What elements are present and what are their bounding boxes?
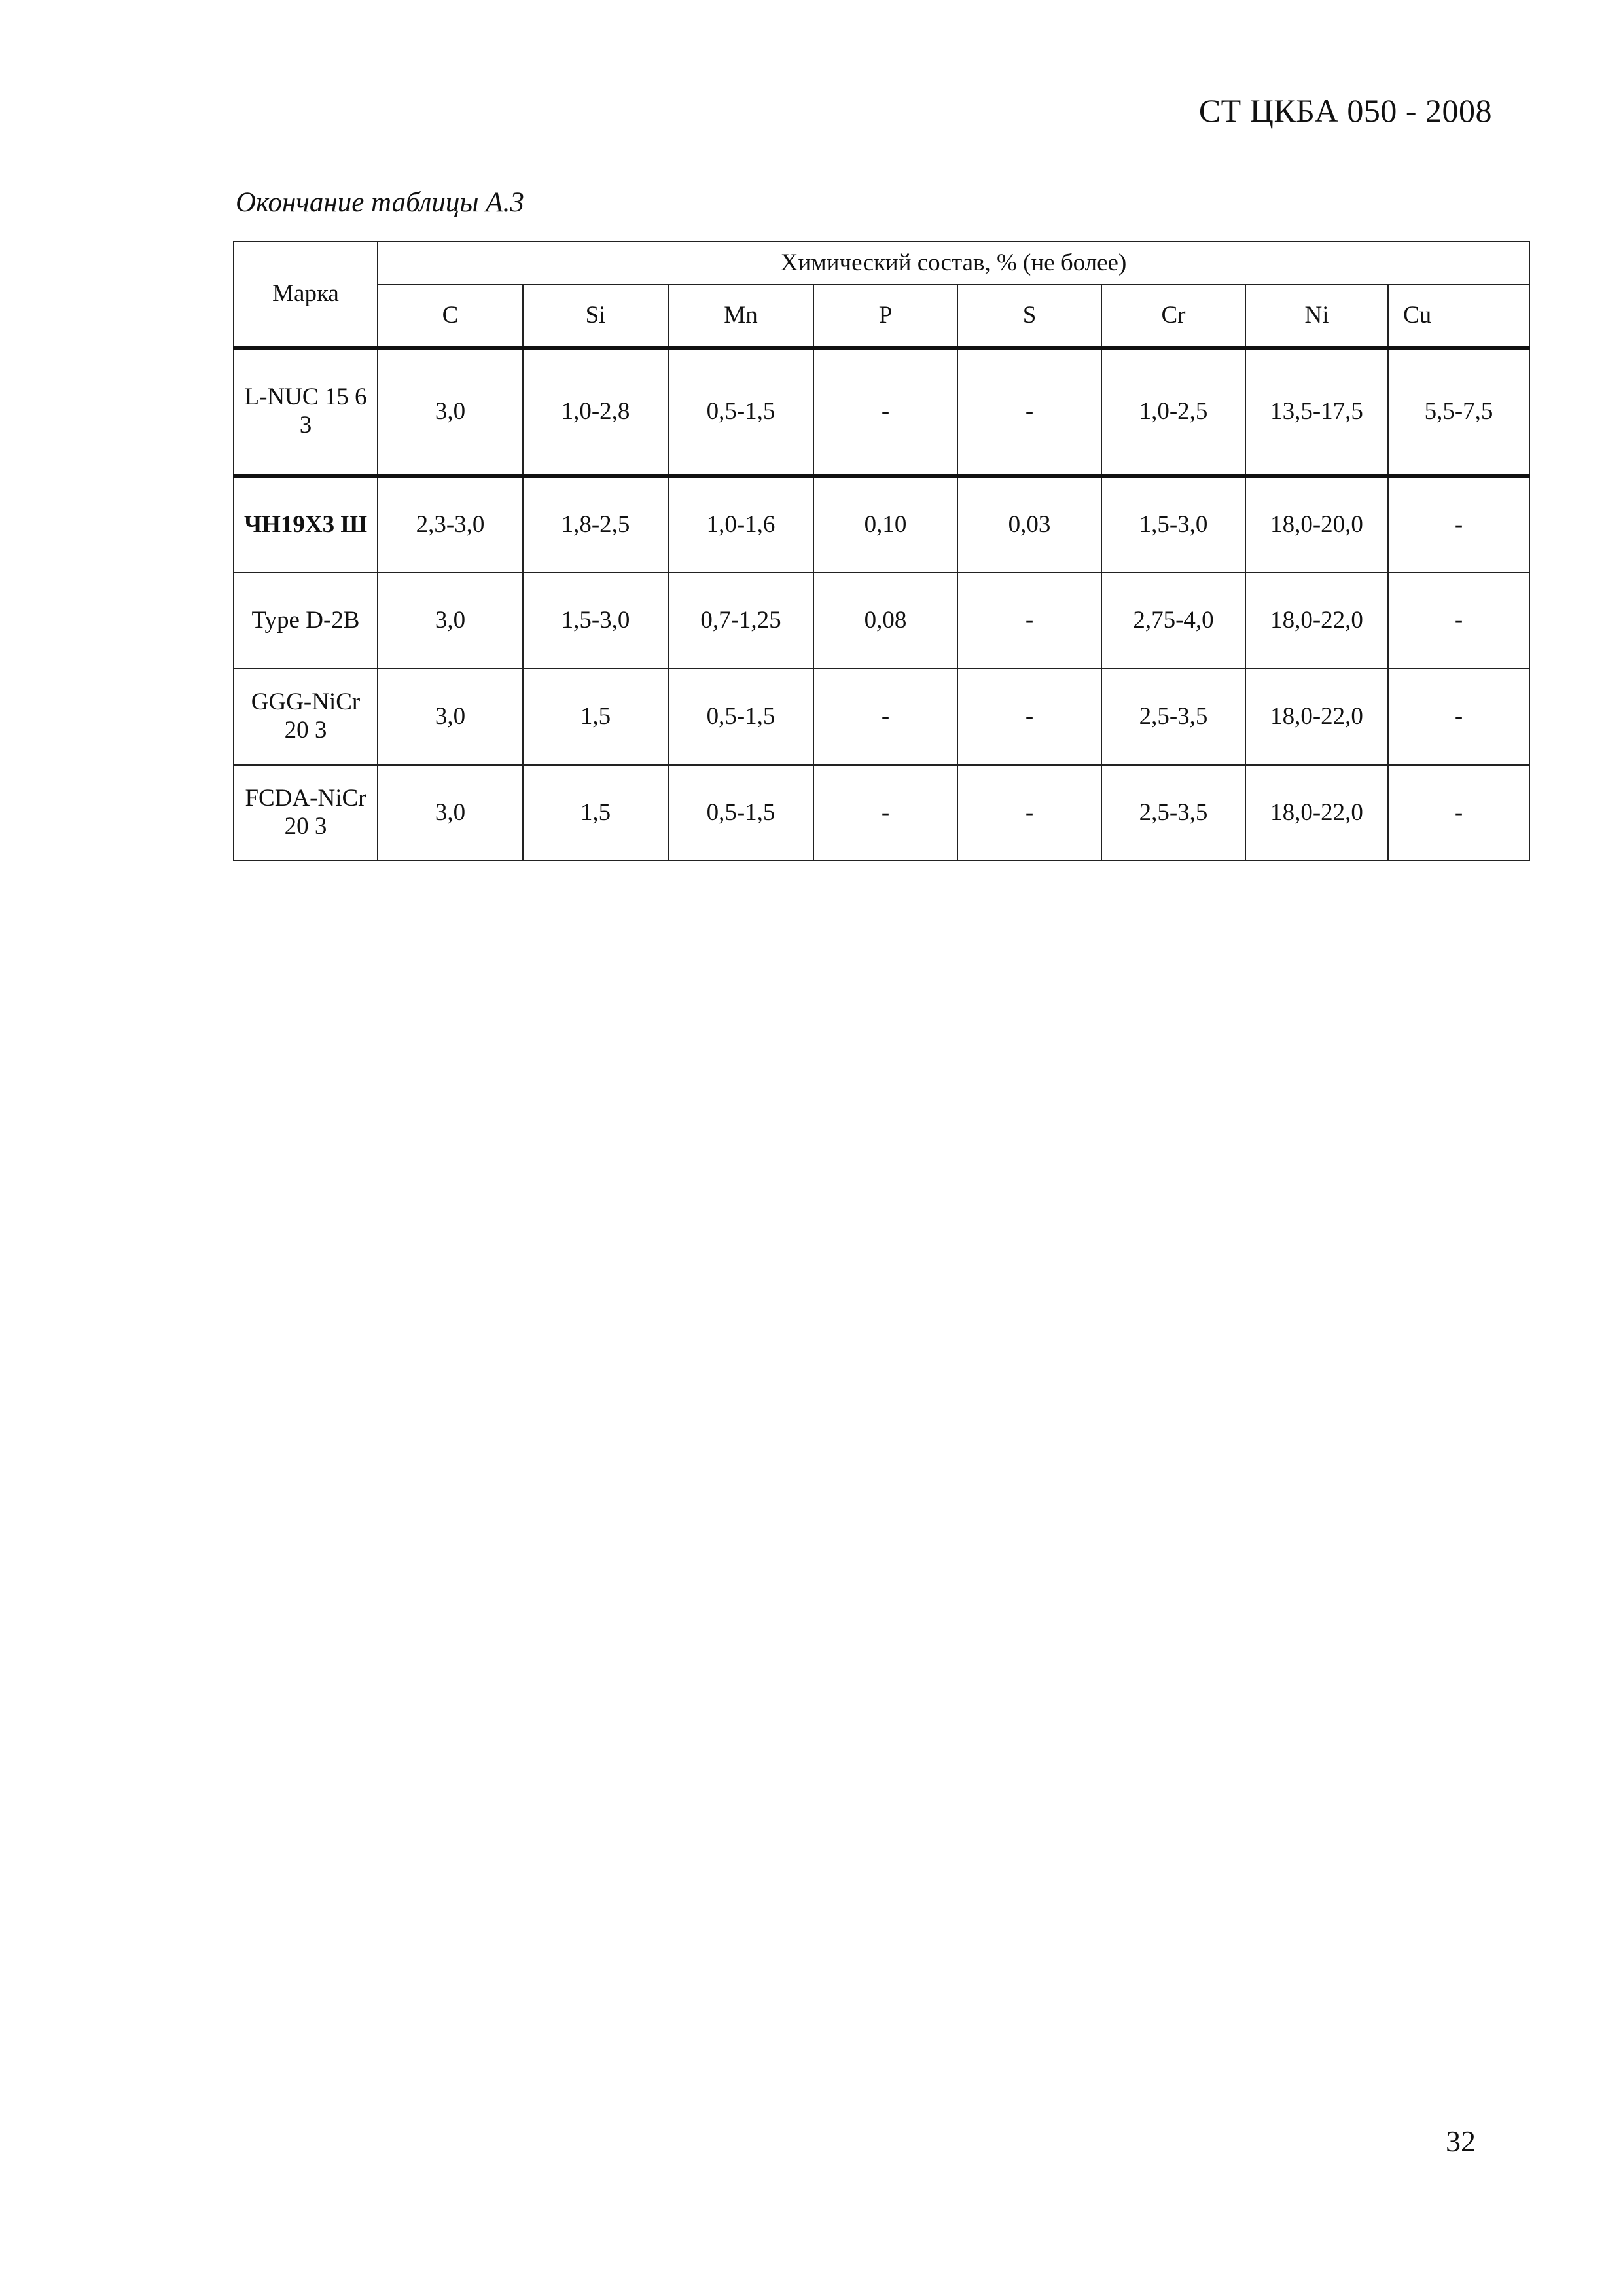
cell-si: 1,5-3,0 — [523, 573, 668, 668]
cell-cr: 1,0-2,5 — [1101, 348, 1245, 476]
cell-cu: - — [1388, 765, 1529, 861]
composition-group-header: Химический состав, % (не более) — [378, 242, 1529, 285]
cell-c: 3,0 — [378, 348, 523, 476]
column-header-p: P — [813, 285, 957, 348]
column-header-s: S — [957, 285, 1101, 348]
cell-s: - — [957, 573, 1101, 668]
cell-s: - — [957, 348, 1101, 476]
cell-ni: 13,5-17,5 — [1245, 348, 1388, 476]
cell-cu: - — [1388, 668, 1529, 765]
cell-s: - — [957, 668, 1101, 765]
row-mark: Type D-2B — [234, 573, 378, 668]
row-mark: GGG-NiCr 20 3 — [234, 668, 378, 765]
cell-cu: 5,5-7,5 — [1388, 348, 1529, 476]
chemical-composition-table — [233, 241, 1530, 861]
column-header-cr: Cr — [1101, 285, 1245, 348]
cell-p: - — [813, 348, 957, 476]
cell-cr: 2,5-3,5 — [1101, 765, 1245, 861]
cell-ni: 18,0-22,0 — [1245, 668, 1388, 765]
cell-c: 3,0 — [378, 765, 523, 861]
cell-mn: 1,0-1,6 — [668, 476, 813, 573]
cell-cu: - — [1388, 573, 1529, 668]
cell-p: 0,08 — [813, 573, 957, 668]
document-code: СТ ЦКБА 050 - 2008 — [1198, 92, 1492, 129]
cell-mn: 0,5-1,5 — [668, 765, 813, 861]
cell-cr: 1,5-3,0 — [1101, 476, 1245, 573]
cell-mn: 0,5-1,5 — [668, 348, 813, 476]
row-mark: L-NUC 15 6 3 — [234, 348, 378, 476]
table-row — [234, 573, 1529, 668]
row-mark: ЧН19Х3 Ш — [234, 476, 378, 573]
column-header-c: C — [378, 285, 523, 348]
cell-c: 3,0 — [378, 668, 523, 765]
cell-ni: 18,0-20,0 — [1245, 476, 1388, 573]
column-header-mn: Mn — [668, 285, 813, 348]
table-row — [234, 668, 1529, 765]
cell-p: - — [813, 765, 957, 861]
cell-ni: 18,0-22,0 — [1245, 573, 1388, 668]
table-row — [234, 348, 1529, 476]
cell-s: 0,03 — [957, 476, 1101, 573]
cell-ni: 18,0-22,0 — [1245, 765, 1388, 861]
mark-column-header: Марка — [234, 242, 378, 348]
table-row — [234, 765, 1529, 861]
cell-si: 1,5 — [523, 765, 668, 861]
column-header-si: Si — [523, 285, 668, 348]
cell-si: 1,0-2,8 — [523, 348, 668, 476]
cell-c: 2,3-3,0 — [378, 476, 523, 573]
cell-mn: 0,7-1,25 — [668, 573, 813, 668]
table-caption: Окончание таблицы А.3 — [236, 187, 524, 218]
column-header-cu: Cu — [1388, 285, 1529, 348]
cell-c: 3,0 — [378, 573, 523, 668]
column-header-ni: Ni — [1245, 285, 1388, 348]
table-row — [234, 476, 1529, 573]
cell-mn: 0,5-1,5 — [668, 668, 813, 765]
cell-cr: 2,75-4,0 — [1101, 573, 1245, 668]
cell-si: 1,8-2,5 — [523, 476, 668, 573]
cell-cr: 2,5-3,5 — [1101, 668, 1245, 765]
page-number: 32 — [1446, 2125, 1476, 2158]
cell-s: - — [957, 765, 1101, 861]
cell-si: 1,5 — [523, 668, 668, 765]
cell-p: - — [813, 668, 957, 765]
cell-p: 0,10 — [813, 476, 957, 573]
row-mark: FCDA-NiCr 20 3 — [234, 765, 378, 861]
cell-cu: - — [1388, 476, 1529, 573]
